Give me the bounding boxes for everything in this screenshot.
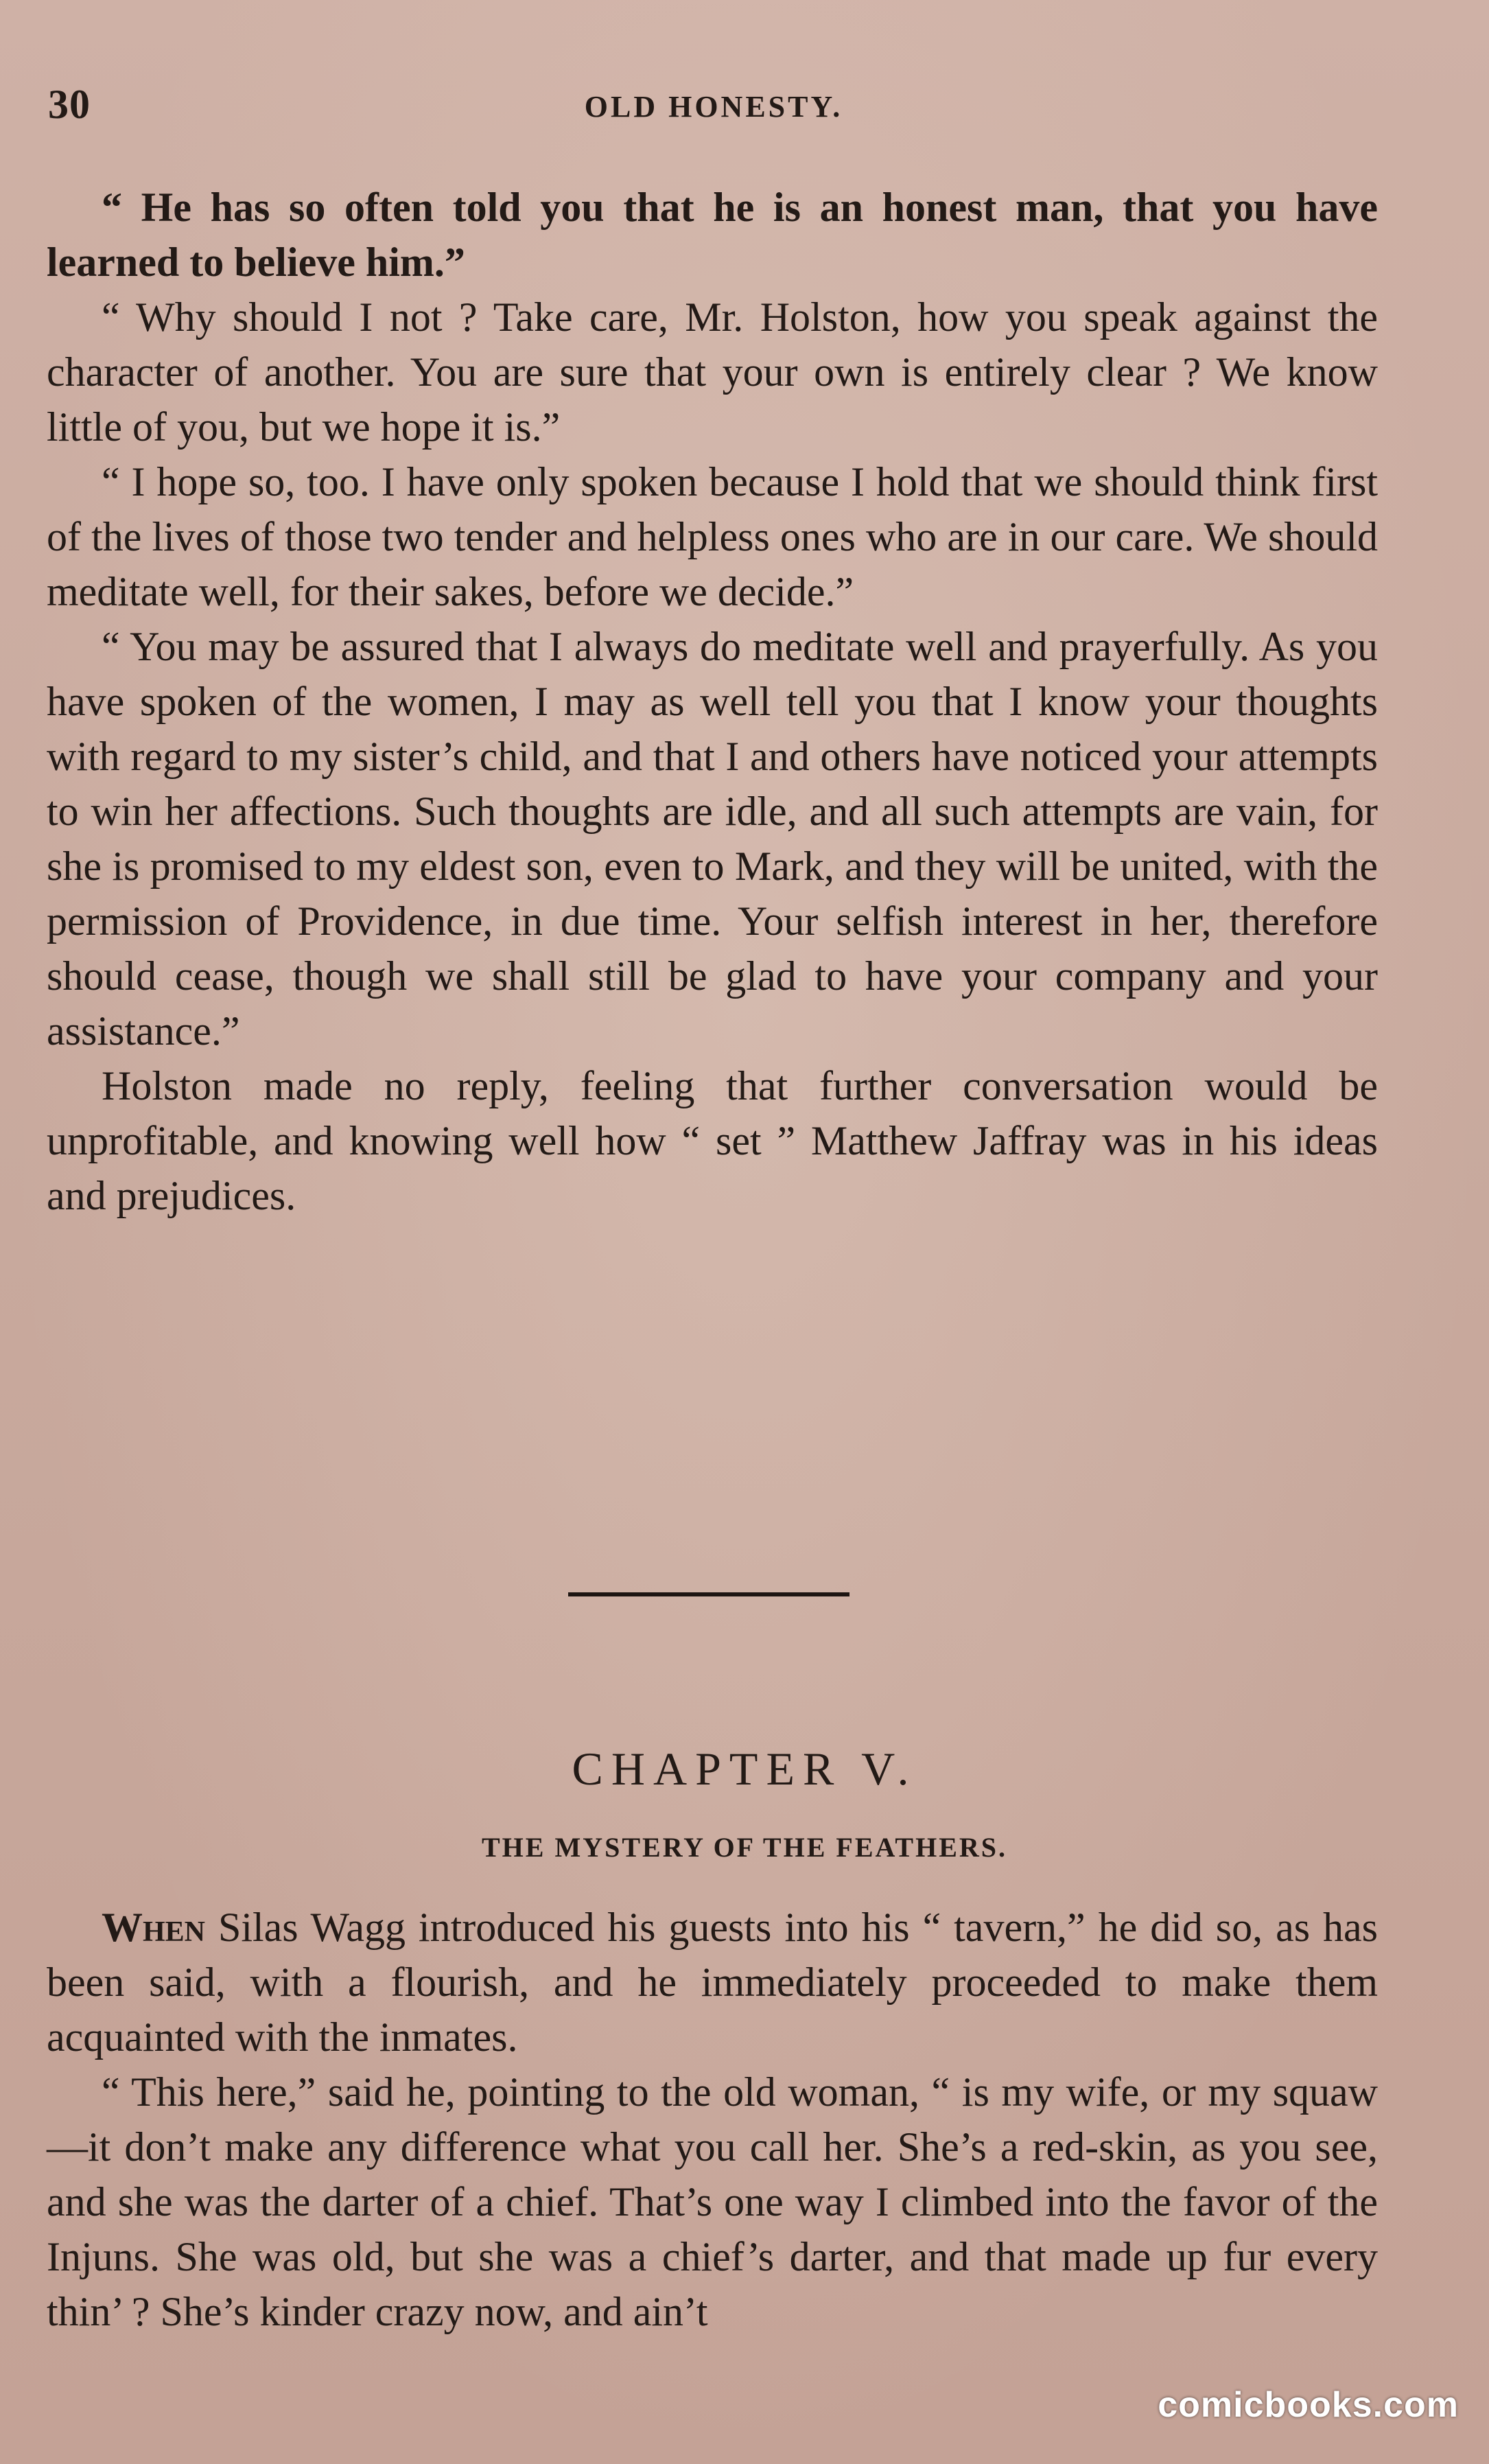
chapter-first-word: When <box>102 1905 206 1950</box>
section-divider <box>568 1592 849 1596</box>
chapter-subtitle: THE MYSTERY OF THE FEATHERS. <box>481 1832 1008 1863</box>
chapter-text <box>47 1900 1378 2339</box>
watermark: comicbooks.com <box>1158 2385 1459 2425</box>
page-number: 30 <box>48 82 91 127</box>
paragraph-5: Holston made no reply, feeling that further conversation would be unprofitable, and knowing well how “ set ” Matthew Jaffray was in his ideas and prejudices. <box>47 1063 1378 1218</box>
running-head: OLD HONESTY. <box>584 90 843 124</box>
chapter-paragraph-2: “ This here,” said he, pointing to the old woman, “ is my wife, or my squaw—it don’t make any difference what you call her. She’s a red-skin, as you see, and she was the darter of a chief. That’s one way I climbed into the favor of the Injuns. She was old, but she was a chief’s darter, and that made up fur every thin’ ? She’s kinder crazy now, and ain’t <box>47 2069 1378 2334</box>
page-header <box>48 81 1379 129</box>
body-text <box>47 180 1378 1223</box>
paragraph-4: “ You may be assured that I always do meditate well and prayerfully. As you have spoken of the women, I may as well tell you that I know your thoughts with regard to my sister’s child, and that I and others have noticed your attempts to win her affections. Such thoughts are idle, and all such attempts are vain, for she is promised to my eldest son, even to Mark, and they will be united, with the permission of Providence, in due time. Your selfish interest in her, therefore should cease, though we shall still be glad to have your company and your assistance.” <box>47 624 1378 1054</box>
chapter-paragraph-1 <box>47 1900 1378 2065</box>
chapter-title: CHAPTER V. <box>572 1743 917 1795</box>
paragraph-2: “ Why should I not ? Take care, Mr. Holston, how you speak against the character of another. You are sure that your own is entirely clear ? We know little of you, but we hope it is.” <box>47 294 1378 450</box>
paragraph-1: “ He has so often told you that he is an honest man, that you have learned to believe him.” <box>47 185 1378 285</box>
paragraph-3: “ I hope so, too. I have only spoken because I hold that we should think first of the lives of those two tender and helpless ones who are in our care. We should meditate well, for their sakes, before we decide.” <box>47 459 1378 614</box>
chapter-paragraph-1-text: Silas Wagg introduced his guests into his “ tavern,” he did so, as has been said, with a flourish, and he immediately proceeded to make them acquainted with the inmates. <box>47 1905 1378 2060</box>
